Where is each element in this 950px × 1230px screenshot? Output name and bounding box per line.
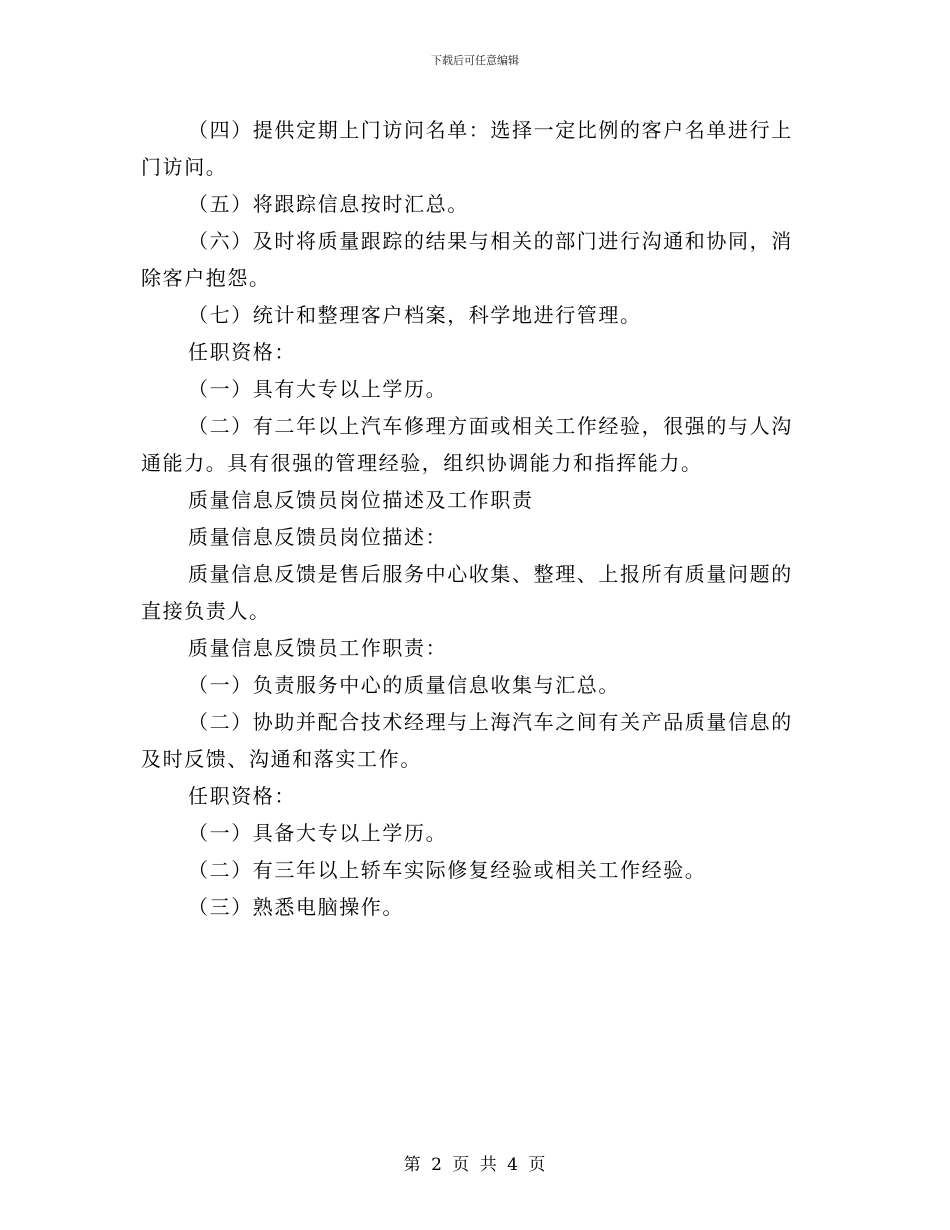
paragraph: （一）负责服务中心的质量信息收集与汇总。 — [188, 673, 620, 697]
paragraph: （二）协助并配合技术经理与上海汽车之间有关产品质量信息的及时反馈、沟通和落实工作。 — [141, 710, 793, 771]
paragraph: 质量信息反馈是售后服务中心收集、整理、上报所有质量问题的直接负责人。 — [141, 562, 793, 623]
section-heading: 任职资格： — [188, 784, 296, 808]
section-heading: 质量信息反馈员工作职责： — [188, 636, 448, 660]
paragraph: （一）具备大专以上学历。 — [188, 821, 448, 845]
paragraph: （四）提供定期上门访问名单：选择一定比例的客户名单进行上门访问。 — [141, 118, 793, 179]
page-header: 下载后可任意编辑 — [431, 54, 519, 67]
paragraph: （六）及时将质量跟踪的结果与相关的部门进行沟通和协同，消除客户抱怨。 — [141, 229, 793, 290]
paragraph: （三）熟悉电脑操作。 — [188, 895, 404, 919]
paragraph: （七）统计和整理客户档案，科学地进行管理。 — [188, 303, 642, 327]
section-title: 质量信息反馈员岗位描述及工作职责 — [188, 488, 534, 512]
paragraph: （二）有三年以上轿车实际修复经验或相关工作经验。 — [188, 858, 707, 882]
paragraph: （一）具有大专以上学历。 — [188, 377, 448, 401]
page-number-footer: 第 2 页 共 4 页 — [403, 1155, 547, 1175]
section-heading: 质量信息反馈员岗位描述： — [188, 525, 448, 549]
paragraph: （五）将跟踪信息按时汇总。 — [188, 192, 469, 216]
document-body — [141, 112, 809, 926]
section-heading: 任职资格： — [188, 340, 296, 364]
paragraph: （二）有二年以上汽车修理方面或相关工作经验，很强的与人沟通能力。具有很强的管理经验，组织协调能力和指挥能力。 — [141, 414, 793, 475]
